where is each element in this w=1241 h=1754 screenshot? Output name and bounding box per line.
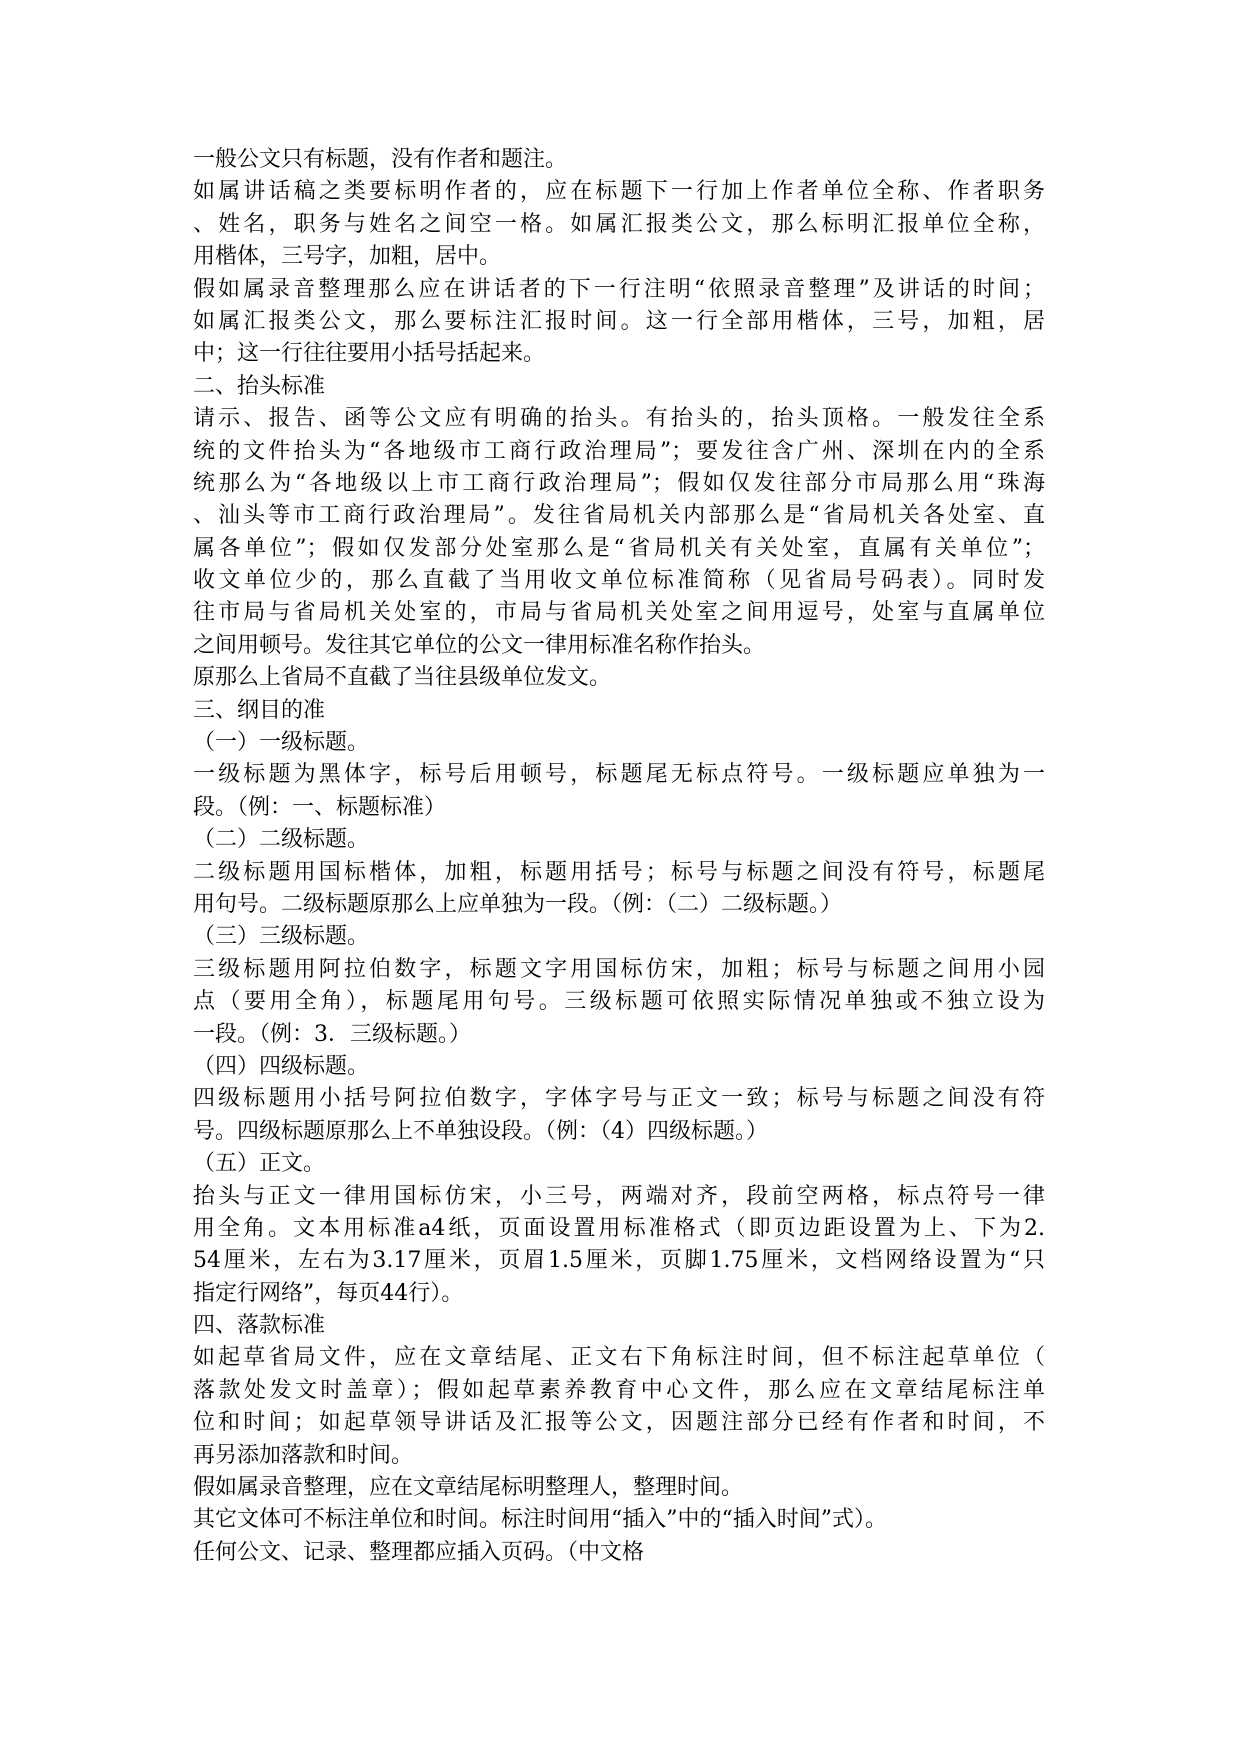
text-line: 四级标题用小括号阿拉伯数字，字体字号与正文一致；标号与标题之间没有符	[193, 1086, 1045, 1112]
text-line: 用句号。二级标题原那么上应单独为一段。（例：（二）二级标题。）	[193, 891, 843, 917]
text-line: 任何公文、记录、整理都应插入页码。（中文格	[193, 1539, 645, 1565]
document-body	[193, 144, 1045, 1569]
text-line: 三级标题用阿拉伯数字，标题文字用国标仿宋，加粗；标号与标题之间用小园	[193, 956, 1045, 982]
text-line: 原那么上省局不直截了当往县级单位发文。	[193, 665, 612, 691]
text-line: 、汕头等市工商行政治理局”。发往省局机关内部那么是“省局机关各处室、直	[193, 503, 1045, 529]
text-line: 号。四级标题原那么上不单独设段。（例：（4）四级标题。）	[193, 1118, 768, 1144]
text-line: 如属讲话稿之类要标明作者的，应在标题下一行加上作者单位全称、作者职务	[193, 179, 1045, 205]
text-line: 四、落款标准	[193, 1313, 326, 1339]
text-line: 一级标题为黑体字，标号后用顿号，标题尾无标点符号。一级标题应单独为一	[193, 762, 1045, 788]
text-line: 、姓名，职务与姓名之间空一格。如属汇报类公文，那么标明汇报单位全称，	[193, 211, 1045, 237]
text-line: 属各单位”；假如仅发部分处室那么是“省局机关有关处室，直属有关单位”；	[193, 535, 1045, 561]
text-line: 中；这一行往往要用小括号括起来。	[193, 341, 546, 367]
text-line: 往市局与省局机关处室的，市局与省局机关处室之间用逗号，处室与直属单位	[193, 600, 1045, 626]
text-line: 假如属录音整理那么应在讲话者的下一行注明“依照录音整理”及讲话的时间；	[193, 276, 1045, 302]
text-line: 再另添加落款和时间。	[193, 1442, 414, 1468]
text-line: 指定行网络”，每页44行）。	[193, 1280, 464, 1306]
text-line: 一段。（例：3．三级标题。）	[193, 1021, 471, 1047]
text-line: 落款处发文时盖章）；假如起草素养教育中心文件，那么应在文章结尾标注单	[193, 1377, 1045, 1403]
text-line: 假如属录音整理，应在文章结尾标明整理人，整理时间。	[193, 1475, 744, 1501]
text-line: 收文单位少的，那么直截了当用收文单位标准简称（见省局号码表）。同时发	[193, 568, 1045, 594]
text-line: 如属汇报类公文，那么要标注汇报时间。这一行全部用楷体，三号，加粗，居	[193, 308, 1045, 334]
text-line: 三、纲目的准	[193, 697, 326, 723]
text-line: 一般公文只有标题，没有作者和题注。	[193, 147, 568, 172]
text-line: 54厘米，左右为3.17厘米，页眉1.5厘米，页脚1.75厘米，文档网络设置为“只	[193, 1248, 1045, 1274]
text-line: 统那么为“各地级以上市工商行政治理局”；假如仅发往部分市局那么用“珠海	[193, 470, 1045, 496]
text-line: （二）二级标题。	[193, 827, 370, 853]
text-line: 抬头与正文一律用国标仿宋，小三号，两端对齐，段前空两格，标点符号一律	[193, 1183, 1045, 1209]
text-line: 请示、报告、函等公文应有明确的抬头。有抬头的，抬头顶格。一般发往全系	[193, 406, 1045, 432]
text-line: （四）四级标题。	[193, 1053, 370, 1079]
text-line: 其它文体可不标注单位和时间。标注时间用“插入”中的“插入时间”式）。	[193, 1507, 887, 1533]
text-line: （五）正文。	[193, 1151, 326, 1177]
text-line: 二、抬头标准	[193, 373, 326, 399]
text-line: 点（要用全角），标题尾用句号。三级标题可依照实际情况单独或不独立设为	[193, 989, 1045, 1015]
text-line: （一）一级标题。	[193, 730, 370, 756]
text-line: 用楷体，三号字，加粗，居中。	[193, 244, 502, 270]
text-line: 之间用顿号。发往其它单位的公文一律用标准名称作抬头。	[193, 632, 766, 658]
text-line: 段。（例：一、标题标准）	[193, 794, 447, 820]
text-line: （三）三级标题。	[193, 924, 370, 950]
text-line: 用全角。文本用标准a4纸，页面设置用标准格式（即页边距设置为上、下为2.	[193, 1215, 1045, 1241]
text-line: 二级标题用国标楷体，加粗，标题用括号；标号与标题之间没有符号，标题尾	[193, 859, 1045, 885]
text-line: 如起草省局文件，应在文章结尾、正文右下角标注时间，但不标注起草单位（	[193, 1345, 1045, 1371]
text-line: 统的文件抬头为“各地级市工商行政治理局”；要发往含广州、深圳在内的全系	[193, 438, 1045, 464]
text-line: 位和时间；如起草领导讲话及汇报等公文，因题注部分已经有作者和时间，不	[193, 1410, 1045, 1436]
